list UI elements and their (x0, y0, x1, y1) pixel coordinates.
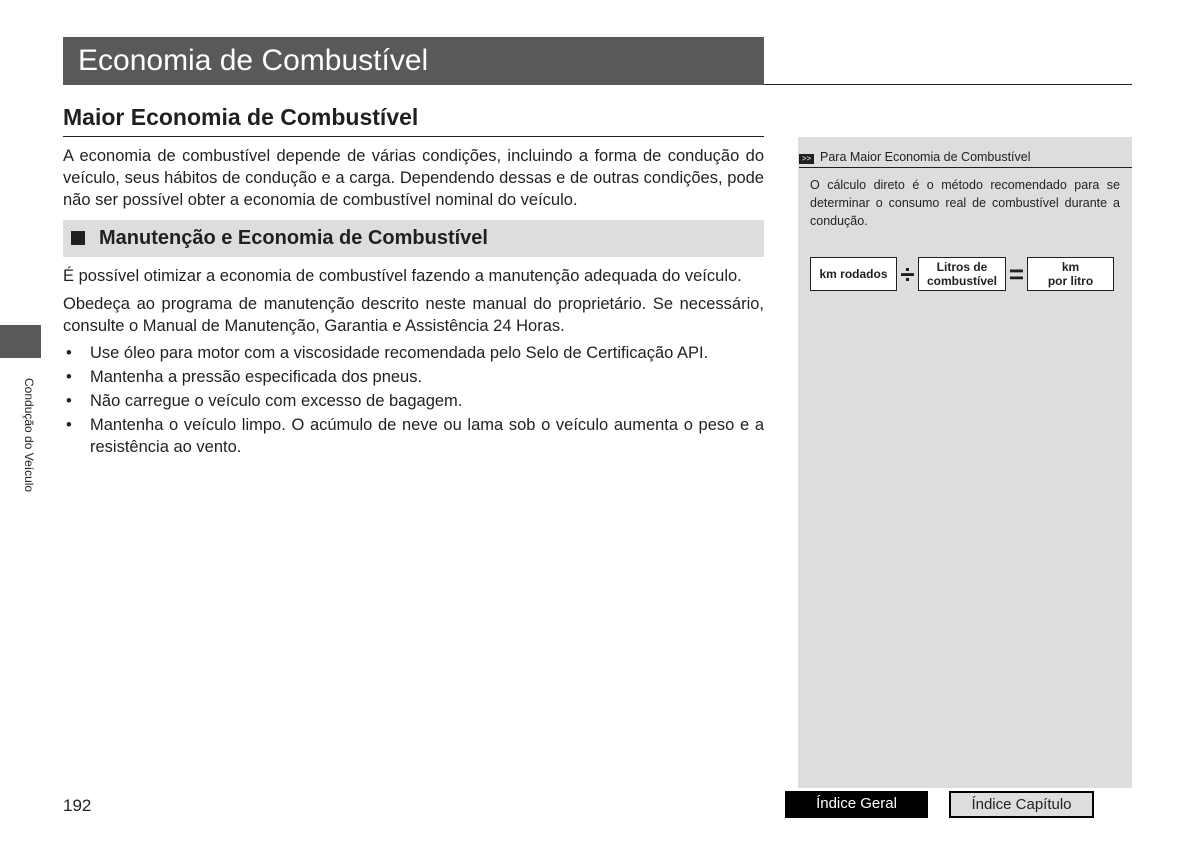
list-item (63, 342, 764, 364)
formula-km-box (810, 257, 897, 291)
bullet-icon: • (66, 344, 72, 362)
maintenance-paragraph: É possível otimizar a economia de combustível fazendo a manutenção adequada do veículo. (63, 267, 742, 285)
formula-result-box (1027, 257, 1114, 291)
section-heading: Maior Economia de Combustível (63, 104, 419, 130)
note-title: Para Maior Economia de Combustível (820, 150, 1031, 164)
subheading-text: Manutenção e Economia de Combustível (99, 227, 488, 249)
schedule-paragraph: Obedeça ao programa de manutenção descrito neste manual do proprietário. Se necessário, consulte o Manual de Manutenção, Garantia e Assistência 24 Horas. (63, 295, 764, 335)
list-item (63, 390, 764, 412)
formula-liters-box (918, 257, 1006, 291)
subheading-bar (63, 220, 764, 257)
intro-paragraph: A economia de combustível depende de várias condições, incluindo a forma de condução do veículo, seus hábitos de condução e a carga. Dependendo dessas e de outras condições, pode não ser possível obter a economia de combustível nominal do veículo. (63, 147, 764, 209)
formula-liters-line1: Litros de (936, 260, 988, 274)
list-item (63, 366, 764, 388)
equals-icon: = (1008, 259, 1025, 289)
sidebar-panel (798, 137, 1132, 788)
list-item (63, 414, 764, 458)
chapter-tab (0, 325, 41, 358)
formula-km-label: km rodados (819, 267, 888, 281)
divide-icon: ÷ (900, 259, 915, 289)
formula-result-line1: km (1061, 260, 1080, 274)
formula-liters-line2: combustível (926, 274, 998, 288)
chapter-side-label: Condução do Veículo (22, 378, 36, 493)
note-heading (799, 147, 1132, 168)
note-text: O cálculo direto é o método recomendado para se determinar o consumo real de combustível durante a condução. (810, 178, 1120, 228)
bullet-icon: • (66, 368, 72, 386)
tips-list (63, 342, 764, 460)
bullet-icon: • (66, 416, 72, 434)
index-general-button[interactable]: Índice Geral (785, 791, 928, 818)
title-rule (764, 84, 1132, 85)
bullet-icon: • (66, 392, 72, 410)
page-number: 192 (63, 796, 92, 815)
double-chevron-icon: >> (799, 154, 814, 164)
index-chapter-button[interactable]: Índice Capítulo (949, 791, 1094, 818)
list-item-text: Não carregue o veículo com excesso de bagagem. (90, 392, 463, 410)
formula-result-line2: por litro (1047, 274, 1094, 288)
section-rule (63, 136, 764, 137)
list-item-text: Mantenha o veículo limpo. O acúmulo de neve ou lama sob o veículo aumenta o peso e a resistência ao vento. (90, 416, 764, 456)
list-item-text: Use óleo para motor com a viscosidade recomendada pelo Selo de Certificação API. (90, 344, 709, 362)
list-item-text: Mantenha a pressão especificada dos pneus. (90, 368, 423, 386)
square-bullet-icon (71, 231, 85, 245)
page-title: Economia de Combustível (63, 37, 764, 85)
